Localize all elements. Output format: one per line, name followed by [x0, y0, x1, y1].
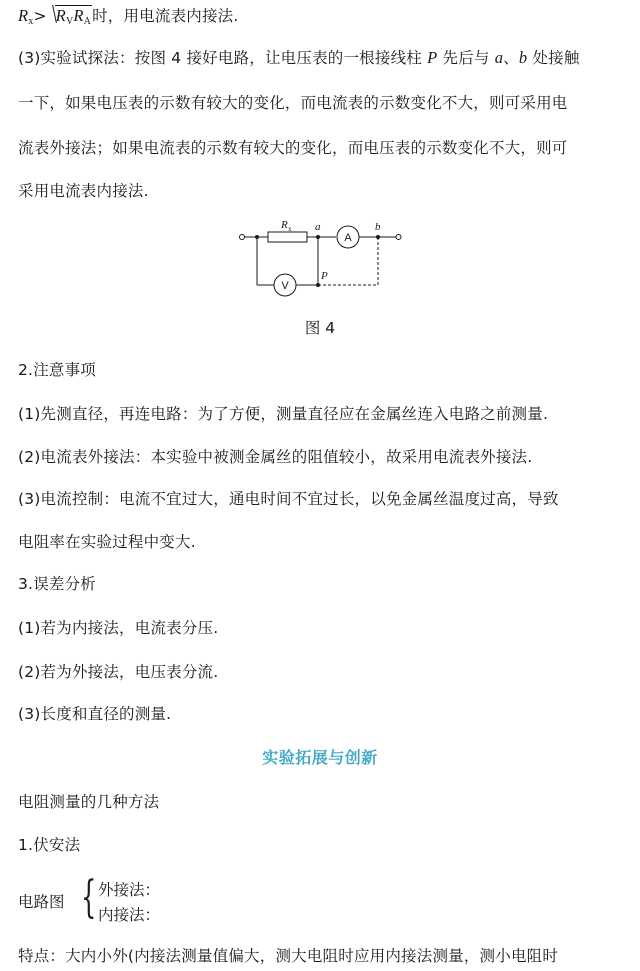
method3-text-a: (3)实验试探法：按图 4 接好电路，让电压表的一根接线柱	[18, 49, 428, 67]
ra-subscript: A	[83, 16, 92, 27]
method3-line2: 一下，如果电压表的示数有较大的变化，而电流表的示数变化不大，则可采用电	[18, 94, 568, 112]
internal-method: 内接法：	[98, 906, 161, 924]
node-p-label: P	[321, 270, 328, 282]
terminal-p-symbol: P	[427, 48, 438, 67]
errors-item3: (3)长度和直径的测量.	[18, 705, 172, 723]
notes-item2: (2)电流表外接法：本实验中被测金属丝的阻值较小，故采用电流表外接法.	[18, 448, 533, 466]
voltmeter-label: V	[281, 280, 289, 292]
method3-line4: 采用电流表内接法.	[18, 182, 149, 200]
notes-title: 2.注意事项	[18, 361, 96, 379]
errors-item2: (2)若为外接法，电压表分流.	[18, 663, 219, 681]
methods-title: 电阻测量的几种方法	[18, 793, 160, 811]
notes-item1: (1)先测直径，再连电路：为了方便，测量直径应在金属丝连入电路之前测量.	[18, 405, 549, 423]
rx-label-sub: x	[288, 225, 292, 233]
method3-text-b: 先后与	[437, 49, 495, 67]
greater-than-sign: >	[33, 7, 47, 25]
separator: 、	[503, 49, 519, 67]
rv-subscript: V	[65, 16, 74, 27]
intro-condition-line	[18, 5, 239, 32]
left-terminal	[240, 235, 245, 240]
point-a-symbol: a	[494, 48, 504, 67]
errors-title: 3.误差分析	[18, 575, 96, 593]
circuit-label: 电路图	[18, 893, 65, 911]
rv-symbol: R	[55, 6, 66, 25]
resistor-rx	[268, 232, 307, 242]
node-b-label: b	[375, 221, 381, 233]
external-method: 外接法：	[98, 881, 161, 899]
section-heading: 实验拓展与创新	[262, 748, 378, 767]
errors-item1: (1)若为内接法，电流表分压.	[18, 619, 219, 637]
method3-line3: 流表外接法；如果电流表的示数有较大的变化，而电压表的示数变化不大，则可	[18, 139, 568, 157]
feature-line: 特点：大内小外(内接法测量值偏大，测大电阻时应用内接法测量，测小电阻时	[18, 947, 559, 965]
notes-item3-line2: 电阻率在实验过程中变大.	[18, 533, 196, 551]
rx-subscript: x	[28, 16, 34, 27]
method1-title: 1.伏安法	[18, 836, 81, 854]
curly-brace: {	[81, 872, 97, 923]
figure-caption: 图 4	[304, 319, 336, 337]
circuit-methods-group	[18, 872, 218, 924]
intro-tail-text: 时，用电流表内接法.	[92, 7, 239, 25]
method3-line1	[18, 48, 580, 68]
square-root	[55, 5, 92, 32]
ammeter-label: A	[344, 232, 352, 244]
rx-label: R	[281, 219, 288, 231]
notes-item3-line1: (3)电流控制：电流不宜过大，通电时间不宜过长，以免金属丝温度过高，导致	[18, 490, 559, 508]
node-a-label: a	[315, 221, 321, 233]
circuit-diagram	[230, 214, 410, 300]
ra-symbol: R	[73, 6, 84, 25]
rx-symbol: R	[18, 6, 29, 25]
method3-text-c: 处接触	[527, 49, 580, 67]
right-terminal	[396, 235, 401, 240]
point-b-symbol: b	[518, 48, 528, 67]
